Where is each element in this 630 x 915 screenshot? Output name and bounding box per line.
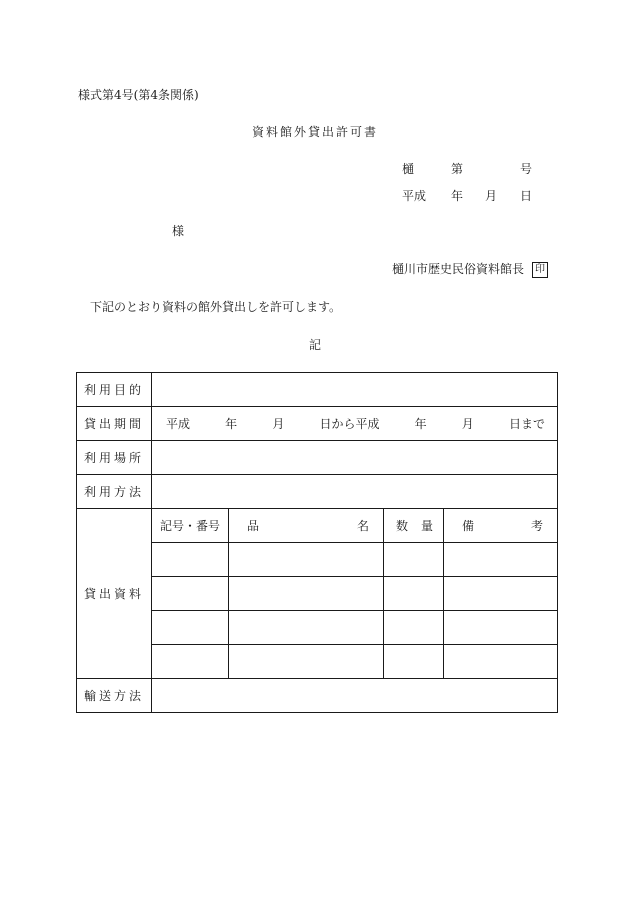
material-name-cell[interactable]	[229, 577, 384, 611]
material-code-cell[interactable]	[152, 645, 229, 679]
material-name-cell[interactable]	[229, 611, 384, 645]
row-purpose	[77, 373, 558, 407]
material-qty-cell[interactable]	[384, 577, 444, 611]
row-method	[77, 475, 558, 509]
form-number: 様式第4号(第4条関係)	[78, 88, 199, 102]
purpose-label: 利用目的	[77, 373, 152, 407]
material-code-cell[interactable]	[152, 577, 229, 611]
material-qty-cell[interactable]	[384, 543, 444, 577]
material-qty-cell[interactable]	[384, 645, 444, 679]
materials-label: 貸出資料	[77, 509, 152, 679]
place-field[interactable]	[152, 441, 558, 475]
material-name-cell[interactable]	[229, 543, 384, 577]
period-label: 貸出期間	[77, 407, 152, 441]
period-start-year: 年	[225, 417, 238, 431]
material-note-cell[interactable]	[444, 577, 558, 611]
material-qty-cell[interactable]	[384, 611, 444, 645]
row-transport	[77, 679, 558, 713]
number-go: 号	[520, 162, 533, 176]
document-title: 資料館外貸出許可書	[251, 125, 378, 139]
period-start-era: 平成	[166, 417, 191, 431]
date-day: 日	[520, 189, 533, 203]
transport-field[interactable]	[152, 679, 558, 713]
document-number-line	[0, 160, 630, 176]
col-note-b: 考	[530, 519, 543, 533]
issuer-title: 樋川市歴史民俗資料館長	[392, 262, 525, 276]
issue-date-line	[0, 187, 630, 203]
number-prefix: 樋	[402, 162, 415, 176]
row-place	[77, 441, 558, 475]
col-code: 記号・番号	[152, 509, 229, 543]
period-start-month: 月	[272, 417, 285, 431]
material-note-cell[interactable]	[444, 543, 558, 577]
col-name-b: 名	[356, 519, 369, 533]
method-label: 利用方法	[77, 475, 152, 509]
col-note	[444, 509, 558, 543]
ki-heading: 記	[308, 338, 321, 352]
col-note-a: 備	[462, 519, 475, 533]
date-era: 平成	[402, 189, 427, 203]
col-name-a: 品	[247, 519, 260, 533]
place-label: 利用場所	[77, 441, 152, 475]
material-code-cell[interactable]	[152, 543, 229, 577]
material-note-cell[interactable]	[444, 611, 558, 645]
period-end-year: 年	[414, 417, 427, 431]
period-end-day: 日まで	[508, 417, 545, 431]
issuer-line	[392, 260, 548, 278]
date-year: 年	[451, 189, 464, 203]
transport-label: 輸送方法	[77, 679, 152, 713]
number-dai: 第	[451, 162, 464, 176]
purpose-field[interactable]	[152, 373, 558, 407]
col-name	[229, 509, 384, 543]
row-period	[77, 407, 558, 441]
col-qty-b: 量	[420, 519, 433, 533]
col-qty	[384, 509, 444, 543]
body-text: 下記のとおり資料の館外貸出しを許可します。	[90, 300, 342, 314]
date-month: 月	[485, 189, 498, 203]
seal-mark: 印	[532, 262, 548, 278]
period-field[interactable]	[152, 407, 558, 441]
period-start-day-to-era: 日から平成	[319, 417, 380, 431]
row-materials-header	[77, 509, 558, 543]
material-note-cell[interactable]	[444, 645, 558, 679]
col-qty-a: 数	[396, 519, 409, 533]
material-name-cell[interactable]	[229, 645, 384, 679]
period-end-month: 月	[461, 417, 474, 431]
method-field[interactable]	[152, 475, 558, 509]
material-code-cell[interactable]	[152, 611, 229, 645]
loan-permit-table	[76, 372, 558, 713]
addressee-suffix: 様	[172, 224, 185, 238]
